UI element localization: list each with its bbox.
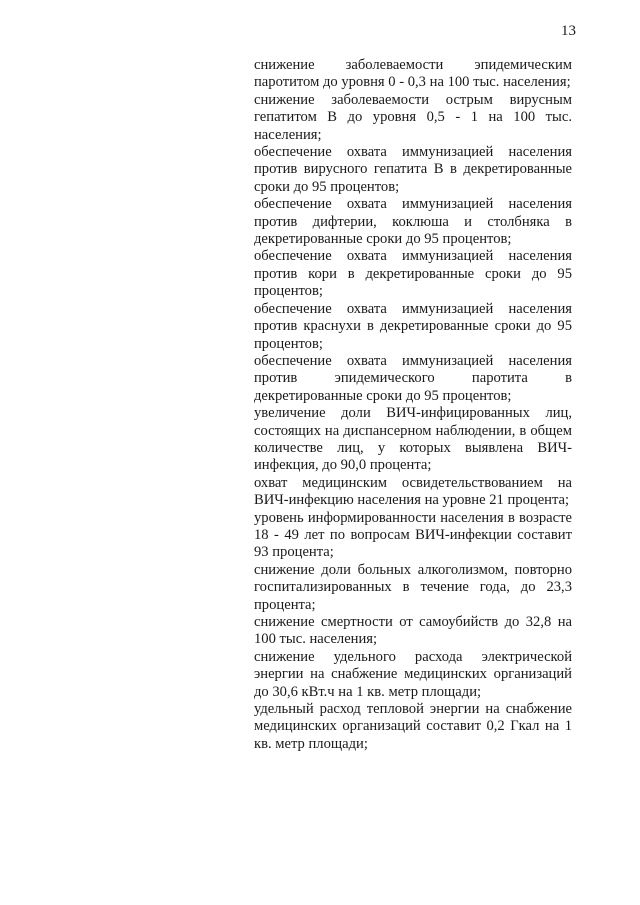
list-item: снижение удельного расхода электрической энергии на снабжение медицинских организаций до 30,6 кВт.ч на 1 кв. метр площади;: [254, 648, 572, 700]
list-item: удельный расход тепловой энергии на снабжение медицинских организаций составит 0,2 Гкал на 1 кв. метр площади;: [254, 701, 572, 752]
page-number: 13: [561, 23, 576, 39]
list-item: снижение доли больных алкоголизмом, повторно госпитализированных в течение года, до 23,3 процента;: [254, 561, 572, 613]
list-item: охват медицинским освидетельствованием на ВИЧ-инфекцию населения на уровне 21 процента;: [254, 474, 572, 509]
list-item: увеличение доли ВИЧ-инфицированных лиц, состоящих на диспансерном наблюдении, в общем количестве лиц, у которых выявлена ВИЧ-инфекция, до 90,0 процента;: [254, 405, 572, 474]
list-item: уровень информированности населения в возрасте 18 - 49 лет по вопросам ВИЧ-инфекции составит 93 процента;: [254, 509, 572, 561]
list-item: обеспечение охвата иммунизацией населения против дифтерии, коклюша и столбняка в декретированные сроки до 95 процентов;: [254, 196, 572, 248]
list-item: обеспечение охвата иммунизацией населения против краснухи в декретированные сроки до 95 процентов;: [254, 300, 572, 352]
list-item: снижение заболеваемости эпидемическим паротитом до уровня 0 - 0,3 на 100 тыс. населения;: [254, 57, 572, 91]
list-item: снижение смертности от самоубийств до 32,8 на 100 тыс. населения;: [254, 614, 572, 648]
list-item: снижение заболеваемости острым вирусным гепатитом В до уровня 0,5 - 1 на 100 тыс. населения;: [254, 91, 572, 143]
list-item: обеспечение охвата иммунизацией населения против кори в декретированные сроки до 95 процентов;: [254, 248, 572, 300]
list-item: обеспечение охвата иммунизацией населения против эпидемического паротита в декретированные сроки до 95 процентов;: [254, 352, 572, 404]
list-item: обеспечение охвата иммунизацией населения против вирусного гепатита В в декретированные сроки до 95 процентов;: [254, 144, 572, 195]
indicator-list: [254, 57, 572, 753]
